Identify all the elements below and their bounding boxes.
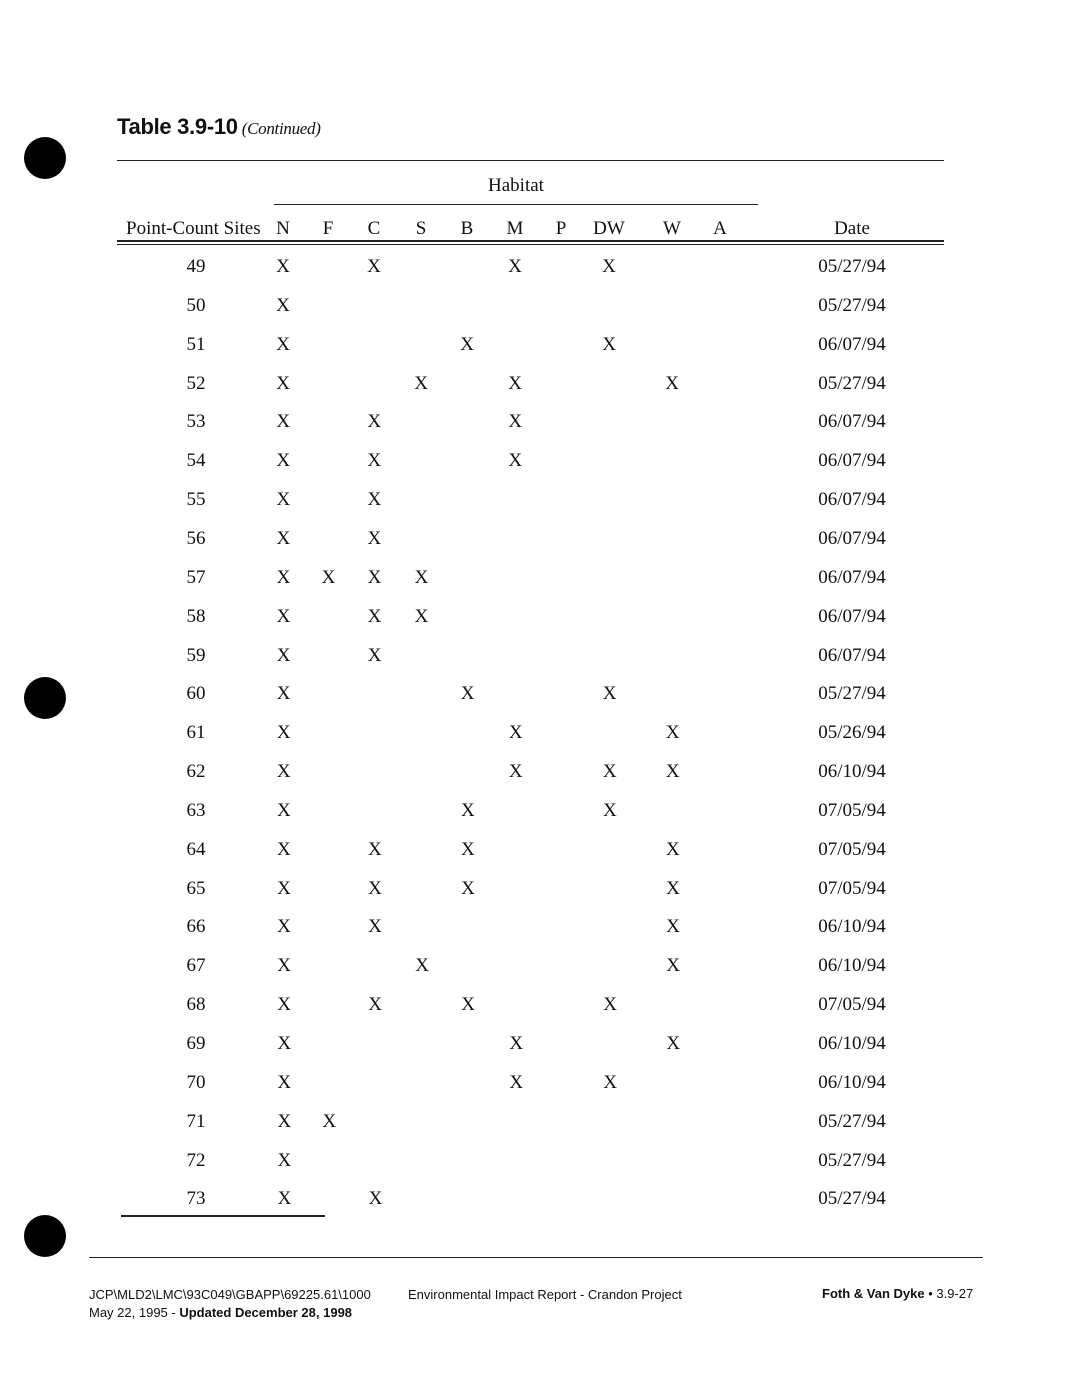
habitat-column-header-dw: DW: [593, 218, 625, 239]
habitat-mark: X: [276, 605, 291, 627]
survey-date: 06/07/94: [818, 527, 886, 549]
survey-date: 06/07/94: [818, 605, 886, 627]
table-row: [0, 528, 1068, 558]
site-number: 64: [186, 838, 206, 860]
habitat-mark: X: [602, 761, 617, 783]
habitat-mark: X: [509, 1071, 524, 1093]
site-number: 71: [186, 1110, 206, 1132]
table-title: [117, 114, 321, 140]
habitat-mark: X: [367, 411, 382, 433]
site-number: 55: [186, 489, 206, 511]
site-number: 69: [186, 1033, 206, 1054]
habitat-column-header-a: A: [713, 218, 727, 239]
table-row: [0, 1072, 1068, 1102]
habitat-mark: X: [368, 994, 382, 1016]
survey-date: 06/07/94: [818, 644, 886, 666]
habitat-group-header: Habitat: [488, 175, 544, 196]
habitat-column-header-b: B: [460, 218, 474, 239]
survey-date: 06/07/94: [818, 450, 886, 472]
habitat-mark: X: [461, 838, 475, 860]
site-number: 70: [186, 1071, 206, 1093]
table-row: [0, 800, 1068, 830]
table-row: [0, 916, 1068, 946]
site-number: 61: [186, 722, 206, 744]
habitat-mark: X: [276, 799, 291, 821]
survey-date: 07/05/94: [818, 994, 886, 1016]
habitat-mark: X: [602, 799, 617, 821]
habitat-mark: X: [276, 333, 290, 355]
habitat-mark: X: [367, 605, 382, 627]
footer-file-path: JCP\MLD2\LMC\93C049\GBAPP\69225.61\1000: [89, 1287, 371, 1302]
footer-company: Foth & Van Dyke: [822, 1286, 925, 1301]
survey-date: 05/26/94: [818, 722, 886, 744]
table-row: [0, 411, 1068, 441]
site-number: 62: [186, 761, 206, 783]
table-row: [0, 489, 1068, 519]
habitat-mark: X: [276, 722, 291, 744]
table-row: [0, 1033, 1068, 1063]
habitat-mark: X: [460, 799, 475, 821]
site-number: 59: [186, 644, 206, 666]
footer-date-original: May 22, 1995 -: [89, 1305, 180, 1320]
top-rule: [117, 160, 944, 161]
habitat-mark: X: [277, 838, 291, 860]
survey-date: 07/05/94: [818, 799, 886, 821]
site-number: 51: [186, 333, 206, 355]
habitat-mark: X: [321, 566, 336, 588]
habitat-column-header-c: C: [367, 218, 381, 239]
survey-date: 05/27/94: [818, 294, 886, 316]
site-number: 63: [186, 799, 206, 821]
habitat-mark: X: [368, 916, 382, 938]
habitat-mark: X: [666, 916, 680, 938]
habitat-mark: X: [665, 761, 680, 783]
site-number: 58: [186, 605, 206, 627]
habitat-column-header-s: S: [415, 218, 427, 239]
habitat-mark: X: [508, 722, 523, 744]
habitat-mark: X: [367, 450, 382, 472]
table-row: [0, 334, 1068, 364]
site-number: 60: [186, 683, 206, 705]
habitat-mark: X: [277, 1071, 292, 1093]
habitat-mark: X: [414, 605, 429, 627]
table-row: [0, 683, 1068, 713]
site-number: 52: [186, 372, 206, 394]
habitat-mark: X: [276, 527, 291, 549]
table-bottom-rule: [121, 1215, 325, 1217]
habitat-mark: X: [277, 916, 291, 938]
site-column-header: Point-Count Sites: [126, 218, 261, 239]
habitat-mark: X: [665, 722, 680, 744]
habitat-mark: X: [602, 256, 616, 277]
habitat-mark: X: [666, 1033, 681, 1054]
habitat-mark: X: [367, 489, 382, 511]
survey-date: 06/10/94: [818, 1033, 886, 1054]
site-number: 66: [186, 916, 206, 938]
table-row: [0, 722, 1068, 752]
site-number: 68: [186, 994, 206, 1016]
survey-date: 05/27/94: [818, 683, 886, 705]
habitat-mark: X: [322, 1110, 337, 1132]
table-row: [0, 606, 1068, 636]
habitat-mark: X: [414, 566, 429, 588]
habitat-mark: X: [602, 683, 617, 705]
site-number: 54: [186, 450, 206, 472]
footer-page-id: [822, 1286, 973, 1301]
habitat-mark: X: [509, 1033, 524, 1054]
table-row: [0, 645, 1068, 675]
survey-date: 05/27/94: [818, 256, 886, 277]
footer-date-updated: Updated December 28, 1998: [179, 1305, 353, 1320]
habitat-mark: X: [666, 838, 680, 860]
site-number: 49: [186, 256, 206, 277]
habitat-mark: X: [276, 450, 291, 472]
habitat-mark: X: [276, 489, 291, 511]
header-double-rule: [117, 240, 944, 242]
habitat-mark: X: [368, 877, 382, 899]
habitat-mark: X: [461, 877, 475, 899]
table-row: [0, 761, 1068, 791]
habitat-mark: X: [367, 566, 382, 588]
habitat-mark: X: [508, 450, 523, 472]
habitat-mark: X: [276, 761, 291, 783]
habitat-mark: X: [508, 761, 523, 783]
habitat-mark: X: [276, 566, 291, 588]
habitat-mark: X: [461, 994, 475, 1016]
footer-page-number: • 3.9-27: [924, 1286, 974, 1301]
habitat-mark: X: [367, 527, 382, 549]
habitat-mark: X: [666, 955, 680, 977]
survey-date: 07/05/94: [818, 838, 886, 860]
survey-date: 06/10/94: [818, 761, 886, 783]
habitat-mark: X: [368, 838, 382, 860]
habitat-mark: X: [508, 256, 522, 277]
table-row: [0, 955, 1068, 985]
table-row: [0, 878, 1068, 908]
habitat-column-header-w: W: [663, 218, 681, 239]
table-row: [0, 567, 1068, 597]
survey-date: 06/07/94: [818, 333, 886, 355]
survey-date: 06/07/94: [818, 489, 886, 511]
habitat-mark: X: [276, 294, 290, 316]
habitat-column-header-n: N: [276, 218, 290, 239]
survey-date: 06/07/94: [818, 566, 886, 588]
site-number: 57: [186, 566, 206, 588]
survey-date: 06/10/94: [818, 916, 886, 938]
habitat-mark: X: [277, 1110, 292, 1132]
habitat-mark: X: [666, 877, 680, 899]
table-row: [0, 994, 1068, 1024]
survey-date: 05/27/94: [818, 1188, 886, 1210]
habitat-mark: X: [276, 644, 291, 666]
habitat-column-header-p: P: [555, 218, 567, 239]
survey-date: 06/10/94: [818, 1071, 886, 1093]
site-number: 65: [186, 877, 206, 899]
survey-date: 06/10/94: [818, 955, 886, 977]
habitat-mark: X: [414, 372, 429, 394]
habitat-mark: X: [415, 955, 429, 977]
habitat-mark: X: [665, 372, 680, 394]
habitat-mark: X: [367, 644, 382, 666]
survey-date: 05/27/94: [818, 372, 886, 394]
habitat-mark: X: [277, 877, 291, 899]
habitat-mark: X: [508, 372, 523, 394]
continued-label: (Continued): [241, 119, 321, 138]
site-number: 67: [186, 955, 206, 977]
habitat-column-header-m: M: [506, 218, 524, 239]
habitat-mark: X: [277, 1188, 292, 1210]
footer-rule: [89, 1257, 983, 1258]
habitat-mark: X: [276, 372, 291, 394]
habitat-mark: X: [460, 333, 474, 355]
table-row: [0, 450, 1068, 480]
habitat-column-header-f: F: [322, 218, 334, 239]
habitat-rule: [274, 204, 758, 205]
date-column-header: Date: [834, 218, 870, 239]
habitat-mark: X: [603, 994, 617, 1016]
table-row: [0, 1150, 1068, 1180]
header-double-rule: [117, 244, 944, 245]
table-row: [0, 295, 1068, 325]
table-row: [0, 256, 1068, 286]
habitat-mark: X: [367, 256, 381, 277]
table-number: Table 3.9-10: [117, 114, 238, 139]
habitat-mark: X: [277, 994, 291, 1016]
habitat-mark: X: [508, 411, 523, 433]
footer-report-title: Environmental Impact Report - Crandon Project: [408, 1287, 682, 1302]
habitat-mark: X: [277, 955, 291, 977]
table-row: [0, 1188, 1068, 1218]
habitat-mark: X: [602, 333, 616, 355]
site-number: 73: [186, 1188, 206, 1210]
survey-date: 06/07/94: [818, 411, 886, 433]
table-row: [0, 1111, 1068, 1141]
survey-date: 05/27/94: [818, 1110, 886, 1132]
binder-hole: [24, 137, 66, 179]
table-row: [0, 839, 1068, 869]
habitat-mark: X: [276, 683, 291, 705]
survey-date: 05/27/94: [818, 1149, 886, 1171]
site-number: 53: [186, 411, 206, 433]
habitat-mark: X: [277, 1149, 292, 1171]
site-number: 56: [186, 527, 206, 549]
binder-hole: [24, 1215, 66, 1257]
site-number: 72: [186, 1149, 206, 1171]
habitat-mark: X: [277, 1033, 292, 1054]
table-row: [0, 373, 1068, 403]
survey-date: 07/05/94: [818, 877, 886, 899]
habitat-mark: X: [460, 683, 475, 705]
habitat-mark: X: [276, 256, 290, 277]
habitat-mark: X: [603, 1071, 618, 1093]
footer-date: [89, 1305, 352, 1320]
habitat-mark: X: [276, 411, 291, 433]
habitat-mark: X: [368, 1188, 383, 1210]
site-number: 50: [186, 294, 206, 316]
